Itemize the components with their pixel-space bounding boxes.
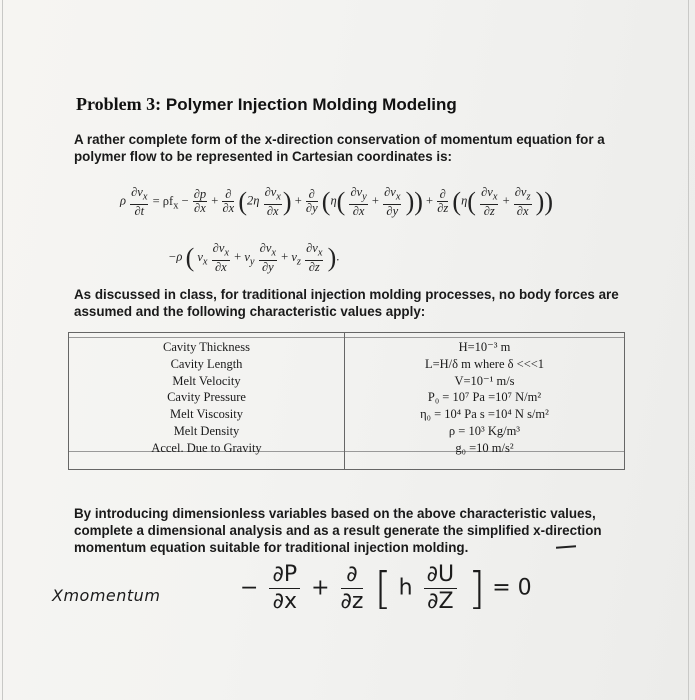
eq-fraction: $\frac{\partial v_x}{\partial y}$ [259, 241, 277, 274]
eq-fraction: $\frac{\partial v_x}{\partial y}$ [384, 185, 401, 218]
handwritten-label: Xmomentum [52, 586, 161, 605]
photo-edge-line [2, 0, 3, 700]
eq-symbol: $v_y$ [244, 249, 255, 268]
table-cell-label: Cavity Length [170, 356, 243, 371]
eq-fraction: $\frac{\partial v_x}{\partial z}$ [306, 241, 323, 274]
eq-fraction: $\frac{\partial v_x}{\partial x}$ [264, 185, 281, 218]
table-cell-label: Melt Density [173, 423, 240, 438]
handwritten-answer-equation [240, 562, 532, 615]
eq-operator: + [281, 249, 289, 264]
table-values-column [345, 339, 624, 457]
table-cell-value: V=10⁻¹ m/s [454, 373, 515, 388]
eq-symbol: ρ [120, 193, 126, 208]
problem-number: Problem 3: [76, 94, 162, 114]
table-cell-label: Melt Velocity [172, 373, 241, 388]
eq-operator: + [234, 249, 242, 264]
hw-symbol: h [398, 575, 413, 601]
table-cell-label: Cavity Thickness [163, 340, 250, 354]
eq-symbol: $v_x$ [197, 249, 208, 268]
table-cell-value: ρ = 10³ Kg/m³ [448, 423, 521, 438]
table-cell-label: Accel. Due to Gravity [151, 440, 262, 455]
table-rule [69, 337, 624, 338]
photo-edge-line [688, 0, 689, 700]
momentum-equation-line-1: ρ $\frac{\partial v_x}{\partial t}$ = $\rho f_x$ − $\frac{\partial p}{\partial x}$ + $\frac{\partial}{\partial x}$ (2η $\frac{\partial v_x}{\partial x}$ ) + $\frac{\partial}{\partial y}$ (η( $\frac{\partial v_y}{\partial x}$ + $\frac{\partial v_x}{\partial y}$ )) + $\frac{\partial}{\partial z}$ (η( $\frac{\partial v_x}{\partial z}$ + $\frac{\partial v_z}{\partial x}$ )) [120, 185, 553, 218]
hw-fraction: $\frac{\partial U}{\partial Z}$ [424, 562, 457, 615]
hw-bracket: ] [468, 563, 486, 614]
eq-fraction: $\frac{\partial v_z}{\partial x}$ [514, 185, 531, 218]
eq-operator: − [181, 193, 189, 208]
hw-operator: + [311, 575, 330, 601]
eq-fraction: $\frac{\partial}{\partial z}$ [437, 187, 449, 216]
eq-operator: + [371, 193, 379, 208]
eq-fraction: $\frac{\partial}{\partial x}$ [222, 187, 235, 216]
eq-fraction: $\frac{\partial p}{\partial x}$ [193, 187, 207, 216]
task-paragraph: By introducing dimensionless variables based on the above characteristic values, complete a dimensional analysis and as a result generate the simplified x-direction momentum equation suitable for traditional injection molding. [74, 506, 602, 555]
hw-fraction: $\frac{\partial}{\partial z}$ [340, 562, 364, 614]
hw-bracket: [ [374, 563, 392, 614]
eq-symbol: η [330, 193, 337, 208]
hw-operator: = 0 [492, 575, 532, 601]
eq-symbol: 2η [246, 193, 260, 208]
table-cell-label: Cavity Pressure [167, 390, 246, 405]
table-labels-column [69, 339, 344, 457]
table-cell-value: P₀ = 10⁷ Pa =10⁷ N/m² [427, 390, 542, 405]
hw-operator: − [240, 575, 259, 601]
intro-paragraph: A rather complete form of the x-direction conservation of momentum equation for a polymer flow to be represented in Cartesian coordinates is: [74, 132, 605, 164]
eq-operator: + [426, 193, 434, 208]
eq-fraction: $\frac{\partial v_y}{\partial x}$ [350, 185, 367, 218]
eq-symbol: = $\rho f_x$ [152, 193, 179, 212]
hw-fraction: $\frac{\partial P}{\partial x}$ [269, 562, 300, 615]
eq-symbol: $v_z$ [291, 249, 301, 268]
characteristic-values-table [68, 332, 625, 470]
table-cell-label: Melt Viscosity [170, 407, 243, 422]
momentum-equation-line-2: −ρ ( $v_x$ $\frac{\partial v_x}{\partial x}$ + $v_y$ $\frac{\partial v_x}{\partial y}$ + $v_z$ $\frac{\partial v_x}{\partial z}$ ). [168, 241, 340, 274]
assumption-paragraph: As discussed in class, for traditional injection molding processes, no body forces are assumed and the following characteristic values apply: [74, 287, 619, 319]
table-cell-value: H=10⁻³ m [458, 340, 511, 354]
table-cell-value: η₀ = 10⁴ Pa s =10⁴ N s/m² [420, 407, 549, 422]
eq-fraction: $\frac{\partial v_x}{\partial t}$ [131, 185, 148, 218]
problem-title [76, 94, 457, 115]
eq-fraction: $\frac{\partial}{\partial y}$ [305, 187, 318, 216]
eq-fraction: $\frac{\partial v_x}{\partial x}$ [212, 241, 230, 274]
eq-symbol: η [461, 193, 468, 208]
eq-operator: + [502, 193, 510, 208]
eq-operator: + [211, 193, 219, 208]
problem-heading: Polymer Injection Molding Modeling [165, 95, 457, 114]
eq-fraction: $\frac{\partial v_x}{\partial z}$ [481, 185, 498, 218]
table-cell-value: L=H/δ m where δ <<<1 [424, 356, 545, 371]
table-cell-value: g₀ =10 m/s² [455, 440, 514, 455]
eq-operator: + [294, 193, 302, 208]
eq-operator: . [336, 249, 340, 264]
eq-symbol: −ρ [168, 249, 183, 264]
